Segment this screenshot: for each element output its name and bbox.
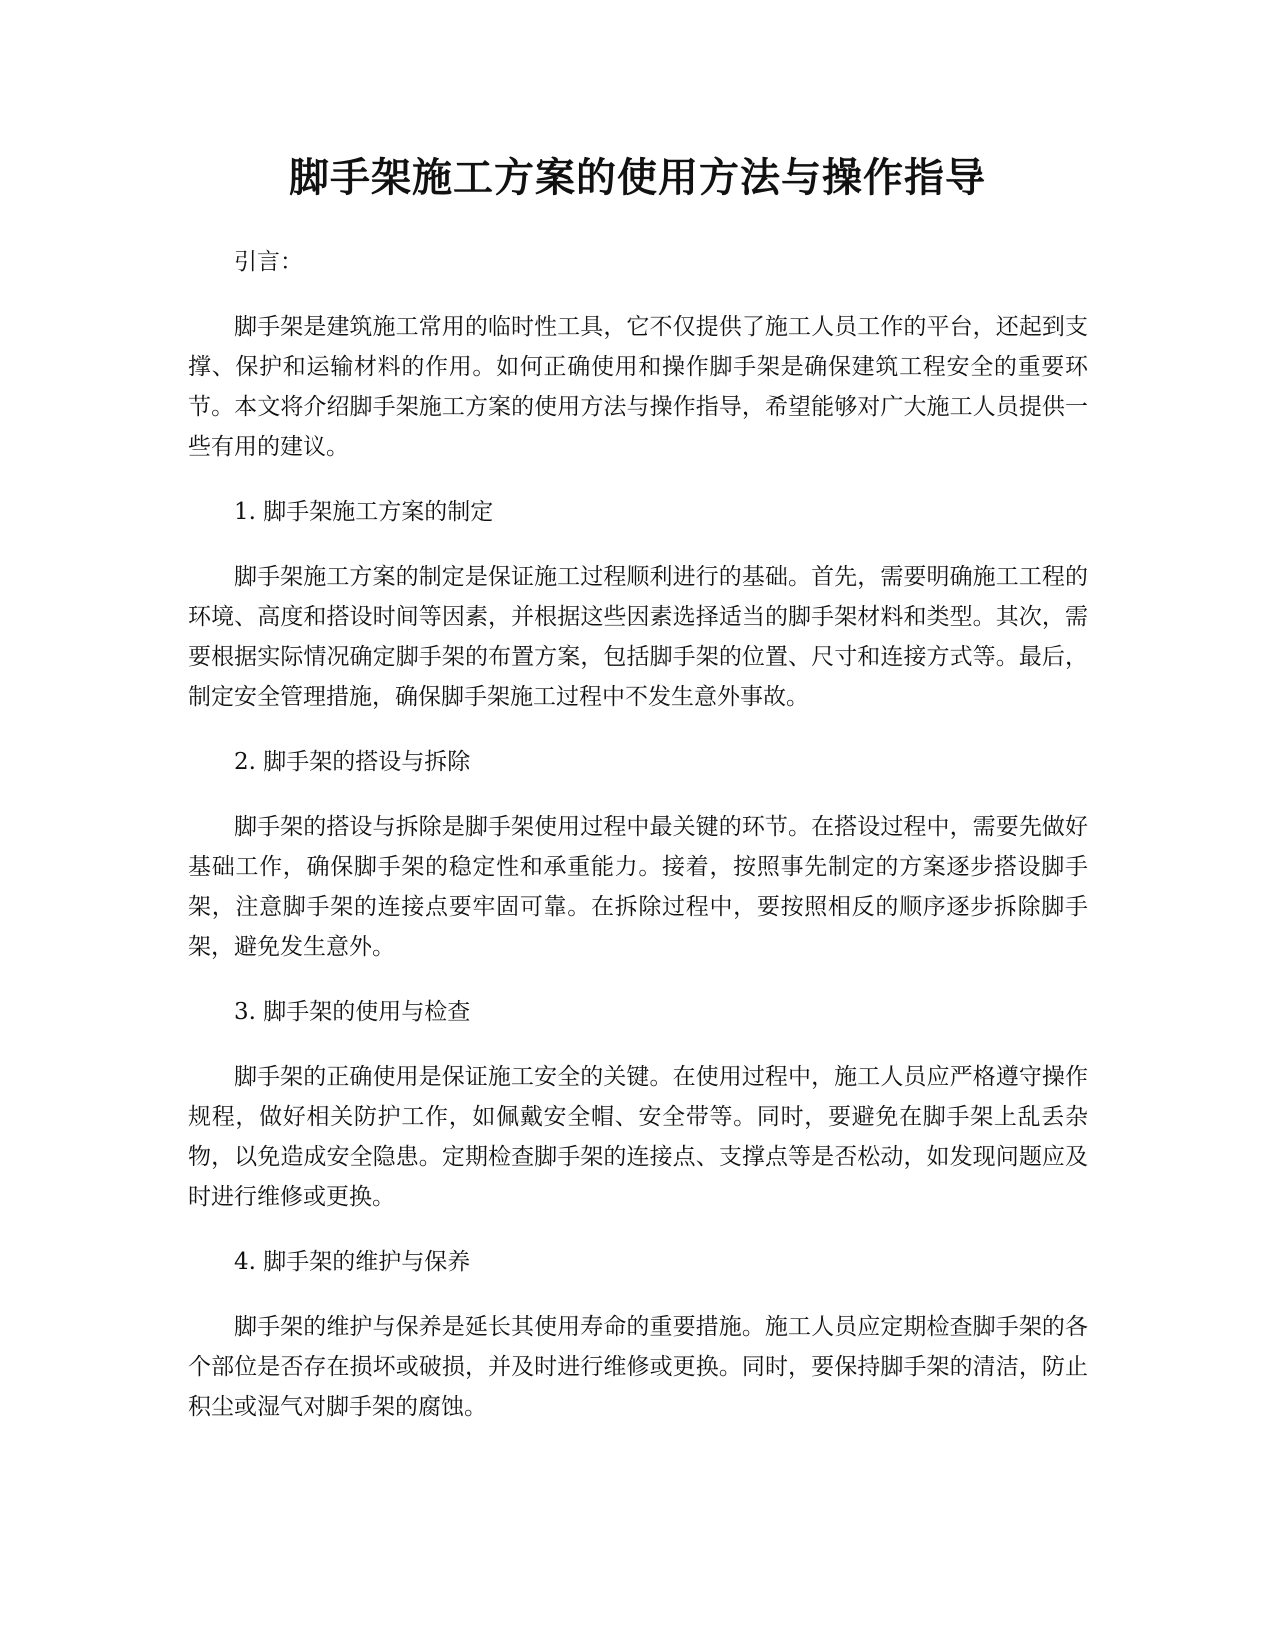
intro-paragraph: 脚手架是建筑施工常用的临时性工具，它不仅提供了施工人员工作的平台，还起到支撑、保护和运输材料的作用。如何正确使用和操作脚手架是确保建筑工程安全的重要环节。本文将介绍脚手架施工方案的使用方法与操作指导，希望能够对广大施工人员提供一些有用的建议。 <box>188 314 1088 460</box>
section-heading-4: 4. 脚手架的维护与保养 <box>234 1249 471 1275</box>
section-paragraph-1: 脚手架施工方案的制定是保证施工过程顺利进行的基础。首先，需要明确施工工程的环境、高度和搭设时间等因素，并根据这些因素选择适当的脚手架材料和类型。其次，需要根据实际情况确定脚手架的布置方案，包括脚手架的位置、尺寸和连接方式等。最后，制定安全管理措施，确保脚手架施工过程中不发生意外事故。 <box>188 564 1088 710</box>
intro-label: 引言： <box>234 249 303 275</box>
section-heading-2: 2. 脚手架的搭设与拆除 <box>234 749 471 775</box>
document-title: 脚手架施工方案的使用方法与操作指导 <box>289 155 986 201</box>
section-paragraph-4: 脚手架的维护与保养是延长其使用寿命的重要措施。施工人员应定期检查脚手架的各个部位是否存在损坏或破损，并及时进行维修或更换。同时，要保持脚手架的清洁，防止积尘或湿气对脚手架的腐蚀。 <box>188 1314 1088 1420</box>
section-paragraph-2: 脚手架的搭设与拆除是脚手架使用过程中最关键的环节。在搭设过程中，需要先做好基础工作，确保脚手架的稳定性和承重能力。接着，按照事先制定的方案逐步搭设脚手架，注意脚手架的连接点要牢固可靠。在拆除过程中，要按照相反的顺序逐步拆除脚手架，避免发生意外。 <box>188 814 1088 960</box>
section-heading-1: 1. 脚手架施工方案的制定 <box>234 499 494 525</box>
section-heading-3: 3. 脚手架的使用与检查 <box>234 999 471 1025</box>
section-paragraph-3: 脚手架的正确使用是保证施工安全的关键。在使用过程中，施工人员应严格遵守操作规程，做好相关防护工作，如佩戴安全帽、安全带等。同时，要避免在脚手架上乱丢杂物，以免造成安全隐患。定期检查脚手架的连接点、支撑点等是否松动，如发现问题应及时进行维修或更换。 <box>188 1064 1088 1210</box>
document-body <box>188 242 1088 1427</box>
